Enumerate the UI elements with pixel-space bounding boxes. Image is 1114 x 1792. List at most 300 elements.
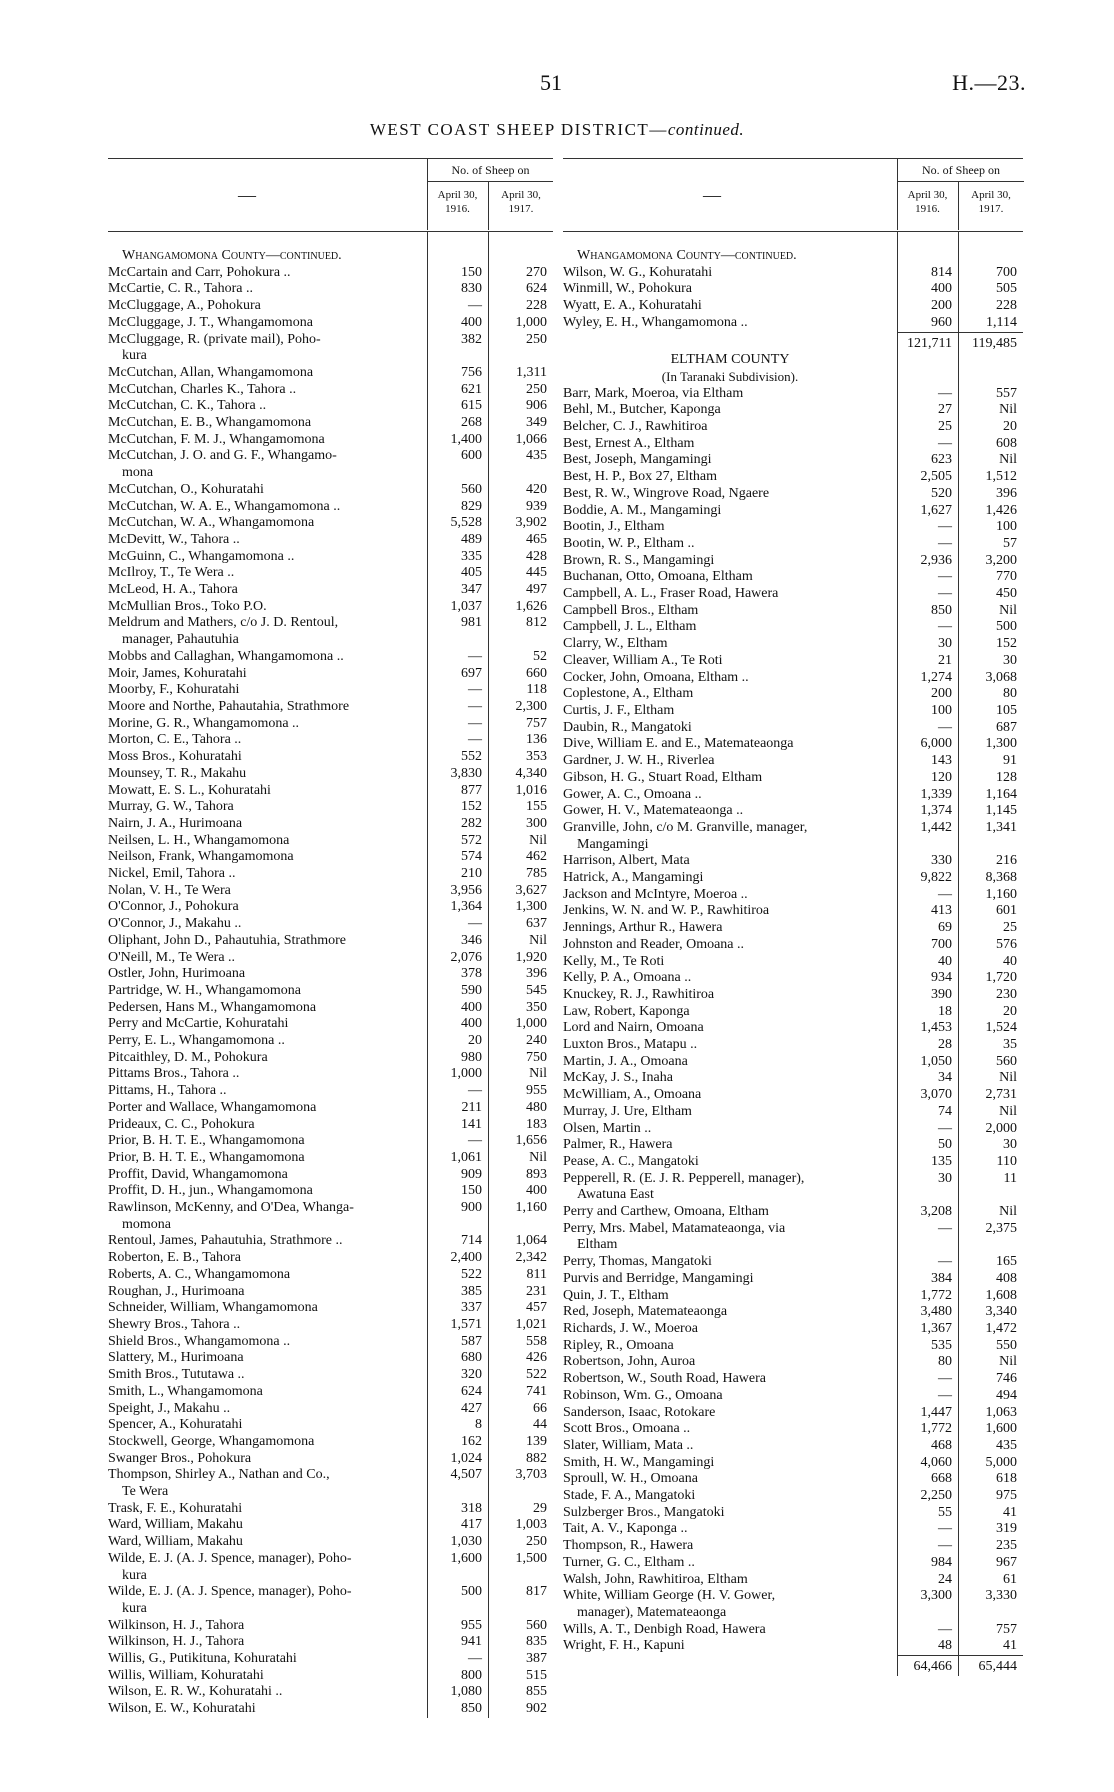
holder-name bbox=[108, 315, 427, 332]
holder-name bbox=[108, 883, 427, 900]
holder-name bbox=[563, 703, 897, 720]
sheep-1917: Nil bbox=[999, 1070, 1017, 1086]
left-table-body bbox=[108, 232, 553, 1718]
sheep-1917: 61 bbox=[1003, 1571, 1017, 1587]
holder-name-text: Prior, B. H. T. E., Whangamomona bbox=[108, 1133, 305, 1149]
table-row bbox=[108, 1701, 553, 1718]
sheep-1916: 2,400 bbox=[450, 1250, 482, 1266]
sheep-1917: 353 bbox=[526, 749, 547, 765]
holder-name bbox=[563, 1622, 897, 1639]
sheep-1916: 3,830 bbox=[450, 765, 482, 781]
holder-name bbox=[108, 699, 427, 716]
holder-name bbox=[563, 619, 897, 636]
sheep-1916: 623 bbox=[931, 452, 952, 468]
sheep-1916: 120 bbox=[931, 769, 952, 785]
table-row bbox=[563, 1388, 1023, 1405]
document-code: H.—23. bbox=[952, 70, 1026, 95]
holder-name bbox=[108, 899, 427, 916]
section-heading: Whangamomona County—continued. bbox=[122, 248, 342, 263]
sheep-1917: 3,068 bbox=[985, 669, 1017, 685]
sheep-1917: 1,021 bbox=[515, 1317, 547, 1332]
sheep-1916: 162 bbox=[461, 1433, 482, 1449]
holder-name-text: McCutchan, F. M. J., Whangamomona bbox=[108, 431, 325, 447]
sheep-1916: — bbox=[938, 1538, 952, 1554]
sheep-1917: 165 bbox=[996, 1254, 1017, 1270]
sheep-1917: 3,627 bbox=[515, 882, 547, 898]
holder-name-text: Knuckey, R. J., Rawhitiroa bbox=[563, 986, 715, 1002]
holder-name bbox=[563, 1204, 897, 1221]
table-row bbox=[563, 753, 1023, 770]
sheep-1917: Nil bbox=[999, 1354, 1017, 1370]
holder-name bbox=[108, 582, 427, 599]
table-row bbox=[563, 519, 1023, 536]
sheep-1916: 337 bbox=[461, 1300, 482, 1316]
holder-name bbox=[563, 1388, 897, 1405]
sheep-1916: — bbox=[938, 586, 952, 602]
right-rows-eltham bbox=[563, 386, 1023, 1655]
holder-name-text: Best, H. P., Box 27, Eltham bbox=[563, 469, 718, 485]
table-row bbox=[108, 1167, 553, 1184]
table-row bbox=[563, 820, 1023, 853]
sheep-1916: — bbox=[938, 1621, 952, 1637]
sheep-1916: 346 bbox=[461, 932, 482, 948]
sheep-1917: 1,512 bbox=[985, 469, 1017, 485]
holder-name-text: Johnston and Reader, Omoana .. bbox=[563, 936, 745, 952]
sheep-1917: 435 bbox=[996, 1437, 1017, 1453]
sheep-1916: 200 bbox=[931, 298, 952, 314]
holder-name bbox=[563, 1455, 897, 1472]
holder-name bbox=[563, 1354, 897, 1371]
sheep-1916: 382 bbox=[461, 331, 482, 347]
sheep-1916: 100 bbox=[931, 702, 952, 718]
sheep-1917: 480 bbox=[526, 1099, 547, 1115]
holder-name bbox=[108, 1167, 427, 1184]
sheep-1917: 746 bbox=[996, 1371, 1017, 1387]
holder-name-text: Roberts, A. C., Whangamomona bbox=[108, 1266, 291, 1282]
sheep-1916: 1,274 bbox=[920, 669, 952, 685]
sheep-1916: 980 bbox=[461, 1049, 482, 1065]
sheep-1917: 811 bbox=[526, 1266, 547, 1282]
holder-name bbox=[563, 653, 897, 670]
sheep-1916: 700 bbox=[931, 936, 952, 952]
holder-name-text: Wills, A. T., Denbigh Road, Hawera bbox=[563, 1621, 766, 1637]
holder-name bbox=[108, 549, 427, 566]
holder-name-text: Perry, E. L., Whangamomona .. bbox=[108, 1033, 285, 1049]
sheep-1916: 400 bbox=[931, 281, 952, 297]
table-row bbox=[563, 298, 1023, 315]
holder-name-text: McCutchan, W. A., Whangamomona bbox=[108, 515, 315, 531]
sheep-1917: 52 bbox=[533, 648, 547, 664]
table-row bbox=[108, 1016, 553, 1033]
holder-name-text: Ward, William, Makahu bbox=[108, 1517, 243, 1533]
holder-name-text: Martin, J. A., Omoana bbox=[563, 1053, 688, 1069]
sheep-1917: 522 bbox=[526, 1367, 547, 1383]
table-row bbox=[563, 486, 1023, 503]
holder-name-continuation: manager), Matemateaonga bbox=[577, 1604, 727, 1620]
sheep-1917: Nil bbox=[999, 1103, 1017, 1119]
sheep-1916: 200 bbox=[931, 686, 952, 702]
holder-name-text: Purvis and Berridge, Mangamingi bbox=[563, 1270, 754, 1286]
holder-name bbox=[108, 933, 427, 950]
sheep-1917: 975 bbox=[996, 1488, 1017, 1504]
holder-name-text: Best, R. W., Wingrove Road, Ngaere bbox=[563, 485, 770, 501]
holder-name bbox=[563, 853, 897, 870]
sheep-1917: 700 bbox=[996, 264, 1017, 280]
sheep-1916: 385 bbox=[461, 1283, 482, 1299]
holder-name bbox=[563, 1538, 897, 1555]
table-row bbox=[563, 770, 1023, 787]
sheep-1917: 1,600 bbox=[985, 1421, 1017, 1437]
sheep-1917: 3,200 bbox=[985, 552, 1017, 568]
total-1917: 119,485 bbox=[958, 332, 1023, 353]
sheep-1917: 902 bbox=[526, 1701, 547, 1717]
table-row bbox=[563, 569, 1023, 586]
sheep-1917: 1,300 bbox=[515, 899, 547, 915]
table-row bbox=[108, 883, 553, 900]
sheep-1917: 1,016 bbox=[515, 782, 547, 798]
sheep-1916: 1,772 bbox=[920, 1287, 952, 1303]
sheep-1916: 830 bbox=[461, 281, 482, 297]
table-row bbox=[108, 983, 553, 1000]
holder-name-text: Roberton, E. B., Tahora bbox=[108, 1250, 241, 1266]
table-row bbox=[108, 1367, 553, 1384]
holder-name bbox=[108, 382, 427, 399]
holder-name-text: Gower, H. V., Matemateaonga .. bbox=[563, 803, 744, 819]
holder-name bbox=[563, 419, 897, 436]
sheep-1917: 955 bbox=[526, 1083, 547, 1099]
sheep-1916: 1,627 bbox=[920, 502, 952, 518]
sheep-1916: 40 bbox=[938, 953, 952, 969]
table-row bbox=[108, 799, 553, 816]
sheep-1917: Nil bbox=[529, 1149, 547, 1165]
sheep-1916: 69 bbox=[938, 920, 952, 936]
holder-name bbox=[108, 1300, 427, 1317]
sheep-1917: 128 bbox=[996, 769, 1017, 785]
holder-name bbox=[108, 1267, 427, 1284]
sheep-1917: 228 bbox=[526, 298, 547, 314]
sheep-1916: 48 bbox=[938, 1638, 952, 1654]
holder-name-text: Spencer, A., Kohuratahi bbox=[108, 1417, 243, 1433]
section-heading: Whangamomona County—continued. bbox=[577, 248, 797, 263]
header-col-1916: April 30, 1916. bbox=[897, 182, 957, 230]
table-row bbox=[108, 1250, 553, 1267]
holder-name bbox=[108, 265, 427, 282]
holder-name-text: Ostler, John, Hurimoana bbox=[108, 966, 246, 982]
sheep-1916: — bbox=[938, 569, 952, 585]
holder-name bbox=[563, 903, 897, 920]
holder-name-text: White, William George (H. V. Gower, bbox=[563, 1588, 776, 1604]
sheep-1916: — bbox=[938, 886, 952, 902]
sheep-1916: 21 bbox=[938, 652, 952, 668]
holder-name-text: Mowatt, E. S. L., Kohuratahi bbox=[108, 782, 271, 798]
sheep-1916: 1,453 bbox=[920, 1020, 952, 1036]
sheep-1917: 601 bbox=[996, 903, 1017, 919]
sheep-1916: 347 bbox=[461, 582, 482, 598]
holder-name bbox=[563, 1304, 897, 1321]
sheep-1916: — bbox=[938, 435, 952, 451]
table-row bbox=[108, 382, 553, 399]
holder-name-text: Nolan, V. H., Te Wera bbox=[108, 882, 231, 898]
sheep-1917: 152 bbox=[996, 636, 1017, 652]
sheep-1917: 105 bbox=[996, 702, 1017, 718]
holder-name bbox=[563, 686, 897, 703]
sheep-1917: 445 bbox=[526, 565, 547, 581]
holder-name-text: Rawlinson, McKenny, and O'Dea, Whanga- bbox=[108, 1200, 354, 1216]
holder-name-text: Stockwell, George, Whangamomona bbox=[108, 1433, 315, 1449]
sheep-1916: 2,076 bbox=[450, 949, 482, 965]
sheep-1916: 624 bbox=[461, 1383, 482, 1399]
table-row bbox=[563, 787, 1023, 804]
sheep-1917: 835 bbox=[526, 1634, 547, 1650]
sheep-1917: 240 bbox=[526, 1033, 547, 1049]
sheep-1916: 405 bbox=[461, 565, 482, 581]
total-1916: 121,711 bbox=[897, 332, 958, 353]
table-row bbox=[108, 448, 553, 481]
sheep-1916: — bbox=[938, 519, 952, 535]
holder-name-text: Ward, William, Makahu bbox=[108, 1534, 243, 1550]
holder-name-continuation: momona bbox=[122, 1216, 171, 1232]
holder-name bbox=[563, 1572, 897, 1589]
sheep-1917: 750 bbox=[526, 1049, 547, 1065]
sheep-1917: 2,375 bbox=[985, 1220, 1017, 1236]
holder-name-text: Pitcaithley, D. M., Pohokura bbox=[108, 1049, 268, 1065]
left-table-header bbox=[108, 158, 553, 232]
table-row bbox=[563, 1588, 1023, 1621]
sheep-1916: 390 bbox=[931, 986, 952, 1002]
left-rows bbox=[108, 265, 553, 1718]
sheep-1916: — bbox=[938, 1521, 952, 1537]
holder-name-text: Campbell, J. L., Eltham bbox=[563, 619, 697, 635]
sheep-1916: 909 bbox=[461, 1166, 482, 1182]
table-row bbox=[563, 1254, 1023, 1271]
holder-name bbox=[563, 1555, 897, 1572]
table-row bbox=[563, 1304, 1023, 1321]
sheep-1917: 906 bbox=[526, 398, 547, 414]
table-row bbox=[108, 1618, 553, 1635]
sheep-1916: 814 bbox=[931, 264, 952, 280]
sheep-1917: Nil bbox=[529, 832, 547, 848]
holder-name-text: Coplestone, A., Eltham bbox=[563, 686, 694, 702]
sheep-1917: 235 bbox=[996, 1538, 1017, 1554]
sheep-1917: 1,311 bbox=[516, 364, 547, 380]
table-row bbox=[563, 954, 1023, 971]
table-row bbox=[108, 332, 553, 365]
holder-name-text: Behl, M., Butcher, Kaponga bbox=[563, 402, 721, 418]
holder-name bbox=[108, 1066, 427, 1083]
sheep-1916: 1,571 bbox=[450, 1317, 482, 1332]
holder-name bbox=[563, 1137, 897, 1154]
sheep-1917: 1,114 bbox=[986, 314, 1017, 330]
table-row bbox=[563, 853, 1023, 870]
holder-name-text: Thompson, R., Hawera bbox=[563, 1538, 694, 1554]
holder-name-text: Palmer, R., Hawera bbox=[563, 1137, 673, 1153]
table-row bbox=[108, 916, 553, 933]
holder-name bbox=[108, 1618, 427, 1635]
sheep-1916: 3,956 bbox=[450, 882, 482, 898]
sheep-1917: 250 bbox=[526, 331, 547, 347]
holder-name-text: McKay, J. S., Inaha bbox=[563, 1070, 673, 1086]
sheep-1916: 8 bbox=[475, 1417, 482, 1433]
sheep-1916: 1,442 bbox=[920, 819, 952, 835]
holder-name bbox=[108, 950, 427, 967]
holder-name bbox=[108, 565, 427, 582]
holder-name bbox=[563, 820, 897, 853]
sheep-1916: — bbox=[938, 1254, 952, 1270]
holder-name-text: Campbell Bros., Eltham bbox=[563, 602, 699, 618]
sheep-1917: 1,000 bbox=[515, 1016, 547, 1032]
sheep-1917: 44 bbox=[533, 1417, 547, 1433]
title-suffix: continued. bbox=[667, 120, 745, 139]
sheep-1917: 155 bbox=[526, 799, 547, 815]
table-row bbox=[108, 1334, 553, 1351]
sheep-1916: 1,339 bbox=[920, 786, 952, 802]
table-row bbox=[563, 987, 1023, 1004]
sheep-1917: 557 bbox=[996, 385, 1017, 401]
table-row bbox=[563, 503, 1023, 520]
sheep-1916: — bbox=[468, 648, 482, 664]
sheep-1916: 1,772 bbox=[920, 1421, 952, 1437]
holder-name bbox=[108, 666, 427, 683]
holder-name-text: Harrison, Albert, Mata bbox=[563, 853, 690, 869]
holder-name bbox=[563, 1154, 897, 1171]
table-row bbox=[108, 499, 553, 516]
holder-name bbox=[563, 486, 897, 503]
sheep-1917: 1,145 bbox=[985, 803, 1017, 819]
holder-name-text: Turner, G. C., Eltham .. bbox=[563, 1554, 695, 1570]
holder-name bbox=[108, 783, 427, 800]
sheep-1916: — bbox=[468, 682, 482, 698]
table-row bbox=[108, 281, 553, 298]
holder-name-text: Wilkinson, H. J., Tahora bbox=[108, 1617, 245, 1633]
holder-name-text: Prior, B. H. T. E., Whangamomona bbox=[108, 1149, 305, 1165]
sheep-1916: 143 bbox=[931, 753, 952, 769]
holder-name bbox=[563, 887, 897, 904]
holder-name bbox=[563, 315, 897, 332]
holder-name bbox=[563, 519, 897, 536]
holder-name bbox=[108, 298, 427, 315]
holder-name-continuation: mona bbox=[122, 465, 154, 481]
header-sheep-group: No. of Sheep on bbox=[897, 159, 1024, 182]
sheep-1917: 428 bbox=[526, 548, 547, 564]
holder-name-text: McCutchan, Allan, Whangamomona bbox=[108, 364, 314, 380]
sheep-1917: 1,524 bbox=[985, 1020, 1017, 1036]
holder-name bbox=[563, 386, 897, 403]
sheep-1916: 74 bbox=[938, 1103, 952, 1119]
holder-name-text: Wilson, E. R. W., Kohuratahi .. bbox=[108, 1684, 283, 1700]
sheep-1917: 80 bbox=[1003, 686, 1017, 702]
holder-name-text: Shield Bros., Whangamomona .. bbox=[108, 1333, 291, 1349]
page-number: 51 bbox=[540, 70, 562, 95]
holder-name bbox=[108, 1534, 427, 1551]
holder-name-text: McCartie, C. R., Tahora .. bbox=[108, 281, 253, 297]
table-row bbox=[563, 903, 1023, 920]
table-row bbox=[563, 436, 1023, 453]
holder-name-text: Morine, G. R., Whangamomona .. bbox=[108, 715, 300, 731]
holder-name-text: Gower, A. C., Omoana .. bbox=[563, 786, 702, 802]
table-row bbox=[563, 315, 1023, 332]
holder-name bbox=[563, 1271, 897, 1288]
sheep-1916: 28 bbox=[938, 1037, 952, 1053]
sheep-1917: 967 bbox=[996, 1554, 1017, 1570]
holder-name-continuation: kura bbox=[122, 1600, 147, 1616]
sheep-1916: 141 bbox=[461, 1116, 482, 1132]
county-heading: ELTHAM COUNTY bbox=[670, 352, 790, 368]
holder-name bbox=[108, 833, 427, 850]
table-row bbox=[563, 803, 1023, 820]
holder-name bbox=[563, 436, 897, 453]
holder-name-text: Wyley, E. H., Whangamomona .. bbox=[563, 314, 748, 330]
table-row bbox=[563, 870, 1023, 887]
holder-name-text: McMullian Bros., Toko P.O. bbox=[108, 598, 267, 614]
holder-name bbox=[563, 736, 897, 753]
sheep-1916: — bbox=[938, 1220, 952, 1236]
table-row bbox=[108, 1634, 553, 1651]
holder-name bbox=[563, 469, 897, 486]
table-row bbox=[563, 553, 1023, 570]
sheep-1916: 1,000 bbox=[450, 1066, 482, 1082]
sheep-1917: 408 bbox=[996, 1270, 1017, 1286]
holder-name-text: Shewry Bros., Tahora .. bbox=[108, 1317, 241, 1332]
sheep-1916: 150 bbox=[461, 1183, 482, 1199]
sheep-1916: 330 bbox=[931, 853, 952, 869]
table-row bbox=[108, 1517, 553, 1534]
holder-name-text: Wilson, W. G., Kohuratahi bbox=[563, 264, 713, 280]
holder-name-text: Murray, J. Ure, Eltham bbox=[563, 1103, 692, 1119]
table-row bbox=[563, 703, 1023, 720]
holder-name-text: Slattery, M., Hurimoana bbox=[108, 1350, 244, 1366]
sheep-1916: 320 bbox=[461, 1367, 482, 1383]
sheep-1916: 1,030 bbox=[450, 1534, 482, 1550]
sheep-1916: 1,367 bbox=[920, 1321, 952, 1336]
sheep-1916: — bbox=[468, 732, 482, 748]
holder-name bbox=[108, 799, 427, 816]
sheep-1917: 4,340 bbox=[515, 765, 547, 781]
holder-name-text: Robertson, John, Auroa bbox=[563, 1354, 696, 1370]
holder-name bbox=[108, 1584, 427, 1617]
sheep-1916: 18 bbox=[938, 1003, 952, 1019]
sheep-1917: 228 bbox=[996, 298, 1017, 314]
sheep-1916: 984 bbox=[931, 1554, 952, 1570]
holder-name-text: Lord and Nairn, Omoana bbox=[563, 1020, 704, 1036]
sheep-1917: 118 bbox=[526, 682, 547, 698]
table-row bbox=[108, 1033, 553, 1050]
sheep-1916: 1,400 bbox=[450, 431, 482, 447]
holder-name bbox=[108, 1551, 427, 1584]
sheep-1917: 420 bbox=[526, 481, 547, 497]
holder-name bbox=[563, 536, 897, 553]
sheep-1917: 396 bbox=[526, 966, 547, 982]
holder-name-text: Partridge, W. H., Whangamomona bbox=[108, 982, 301, 998]
holder-name-text: McCutchan, O., Kohuratahi bbox=[108, 481, 264, 497]
table-row bbox=[108, 1684, 553, 1701]
holder-name bbox=[563, 1371, 897, 1388]
sheep-1917: 25 bbox=[1003, 920, 1017, 936]
sheep-1917: 785 bbox=[526, 866, 547, 882]
holder-name bbox=[108, 515, 427, 532]
holder-name-continuation: kura bbox=[122, 348, 147, 364]
table-row bbox=[563, 1405, 1023, 1422]
sheep-1916: 489 bbox=[461, 531, 482, 547]
holder-name-text: Quin, J. T., Eltham bbox=[563, 1287, 669, 1303]
sheep-1916: 25 bbox=[938, 419, 952, 435]
table-row bbox=[563, 1087, 1023, 1104]
table-row bbox=[108, 1584, 553, 1617]
column-rule bbox=[488, 232, 489, 1718]
sheep-1917: 2,300 bbox=[515, 698, 547, 714]
holder-name-text: Wright, F. H., Kapuni bbox=[563, 1638, 685, 1654]
right-table-header bbox=[563, 158, 1023, 232]
table-row bbox=[563, 1321, 1023, 1338]
